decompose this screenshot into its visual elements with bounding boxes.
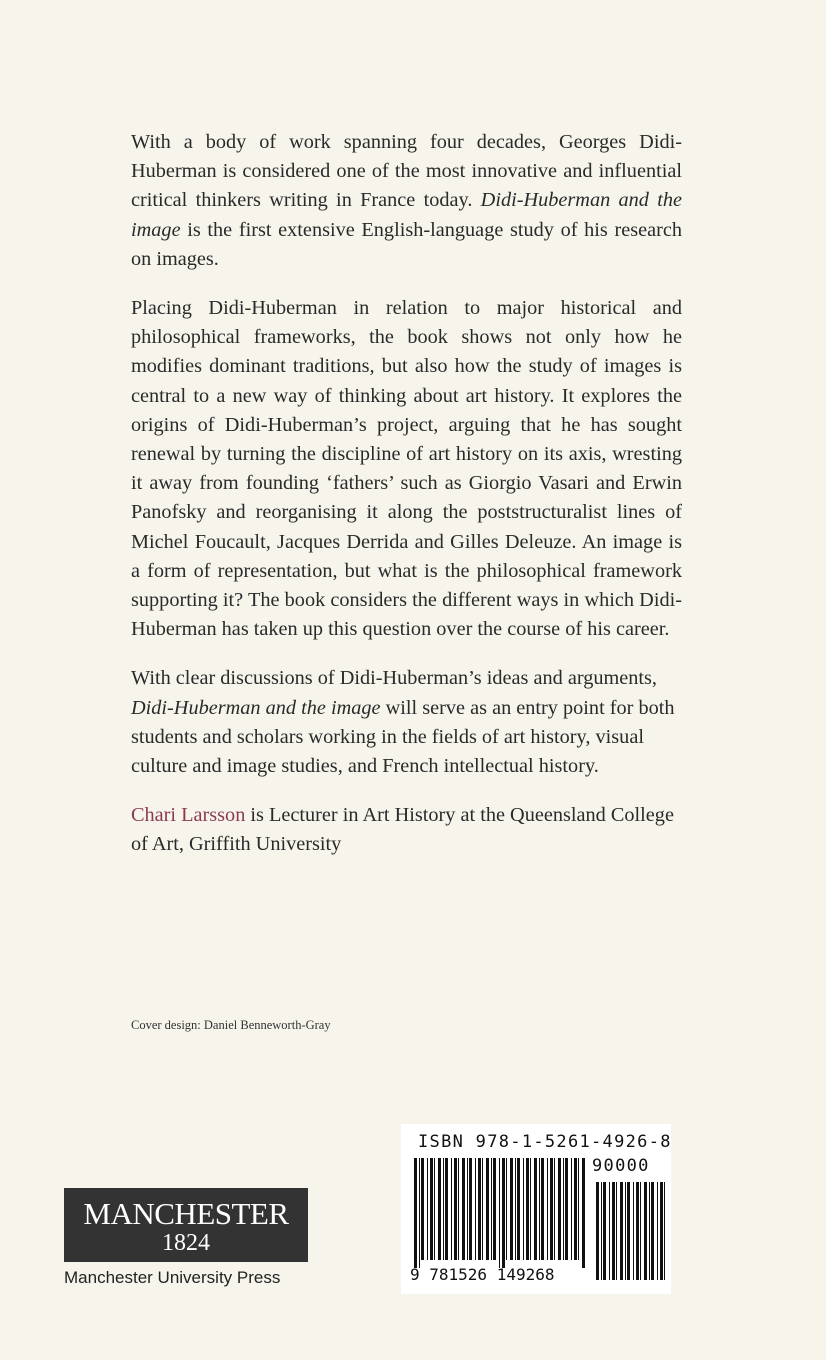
barcode-bar — [510, 1158, 513, 1260]
ean-digits: 9 781526 149268 — [410, 1265, 555, 1284]
barcode-bar — [421, 1158, 424, 1260]
blurb-p3-text-b: will serve as an entry point for both students and scholars working in the fields of art history, visual culture and image studies, and French intellectual history. — [131, 696, 675, 778]
barcode-bar — [467, 1158, 468, 1260]
barcode-bar — [633, 1182, 634, 1280]
barcode-bar — [430, 1158, 433, 1260]
barcode-bar — [609, 1182, 610, 1280]
book-title-italic: Didi-Huberman and the image — [131, 696, 381, 719]
barcode-bar — [493, 1158, 496, 1260]
barcode-bar — [657, 1182, 658, 1280]
barcode-bar — [565, 1158, 568, 1260]
barcode-bar — [574, 1158, 577, 1260]
barcode-bar — [612, 1182, 615, 1280]
barcode-bar — [499, 1158, 500, 1268]
barcode-bar — [640, 1182, 641, 1280]
barcode-bar — [515, 1158, 516, 1260]
barcode-bar — [523, 1158, 524, 1260]
barcode-bar — [651, 1182, 654, 1280]
barcode-bar — [454, 1158, 457, 1260]
barcode-bar — [563, 1158, 564, 1260]
blurb-p1-text-a: With a body of work spanning four decades, Georges Didi-Huberman is considered one of the most innovative and influential critical thinkers writing in France today. — [131, 131, 682, 212]
barcode-bar — [616, 1182, 617, 1280]
barcode-bar — [627, 1182, 630, 1280]
barcode-bar — [458, 1158, 459, 1260]
barcode-bar — [419, 1158, 420, 1268]
logo-wordmark: MANCHESTER — [83, 1196, 289, 1231]
barcode-bar — [491, 1158, 492, 1260]
barcode-bar — [478, 1158, 481, 1260]
barcode-bar — [644, 1182, 647, 1280]
barcode-bar — [451, 1158, 452, 1260]
publisher-name: Manchester University Press — [64, 1268, 281, 1287]
barcode-bar — [649, 1182, 650, 1280]
barcode-bar — [469, 1158, 472, 1260]
barcode-bar — [578, 1158, 579, 1260]
addon-barcode-bars — [596, 1182, 665, 1280]
barcode-bar — [554, 1158, 555, 1260]
author-bio-text: is Lecturer in Art History at the Queensland College of Art, Griffith University — [131, 804, 674, 856]
barcode-bar — [620, 1182, 623, 1280]
blurb-p1-text-b: is the first extensive English-language study of his research on images. — [131, 218, 682, 270]
barcode-bar — [603, 1182, 606, 1280]
barcode-bar — [445, 1158, 448, 1260]
logo-year: 1824 — [162, 1230, 210, 1256]
barcode-bar — [660, 1182, 663, 1280]
barcode-bar — [506, 1158, 507, 1260]
isbn-text: ISBN 978-1-5261-4926-8 — [418, 1132, 672, 1152]
barcode-bar — [427, 1158, 428, 1260]
book-title-italic: Didi-Huberman and the image — [131, 189, 682, 241]
barcode-bar — [664, 1182, 665, 1280]
barcode-bar — [541, 1158, 544, 1260]
barcode-bar — [558, 1158, 561, 1260]
author-name: Chari Larsson — [131, 804, 246, 827]
price-code: 90000 — [592, 1156, 650, 1176]
barcode-bar — [502, 1158, 505, 1268]
barcode-bar — [547, 1158, 548, 1260]
barcode-bar — [414, 1158, 417, 1268]
barcode-bar — [462, 1158, 465, 1260]
barcode-bar — [534, 1158, 537, 1260]
barcode-bar — [530, 1158, 531, 1260]
barcode-bar — [443, 1158, 444, 1260]
barcode-bar — [571, 1158, 572, 1260]
barcode-bar — [550, 1158, 553, 1260]
barcode-bar — [582, 1158, 585, 1268]
barcode-bar — [636, 1182, 639, 1280]
blurb-paragraph-2: Placing Didi-Huberman in relation to major historical and philosophical frameworks, the book shows not only how he modifies dominant traditions, but also how the study of images is central to a new way of thinking about art history. It explores the origins of Didi-Huberman’s project, arguing that he has sought renewal by turning the discipline of art history on its axis, wresting it away from founding ‘fathers’ such as Giorgio Vasari and Erwin Panofsky and reorganising it along the poststructuralist lines of Michel Foucault, Jacques Derrida and Gilles Deleuze. An image is a form of representation, but what is the philosophical framework supporting it? The book considers the different ways in which Didi-Huberman has taken up this question over the course of his career. — [131, 297, 682, 641]
barcode-bar — [596, 1182, 599, 1280]
barcode-bar — [517, 1158, 520, 1260]
barcode-bar — [438, 1158, 441, 1260]
ean-barcode-bars — [414, 1158, 585, 1268]
blurb-p3-text-a: With clear discussions of Didi-Huberman’s ideas and arguments, — [131, 667, 658, 690]
barcode-bar — [526, 1158, 529, 1260]
barcode-bar — [434, 1158, 435, 1260]
cover-design-credit: Cover design: Daniel Benneworth-Gray — [131, 1018, 331, 1032]
barcode-bar — [601, 1182, 602, 1280]
barcode-bar — [486, 1158, 489, 1260]
barcode-bar — [625, 1182, 626, 1280]
barcode-bar — [539, 1158, 540, 1260]
barcode-bar — [475, 1158, 476, 1260]
barcode-bar — [482, 1158, 483, 1260]
